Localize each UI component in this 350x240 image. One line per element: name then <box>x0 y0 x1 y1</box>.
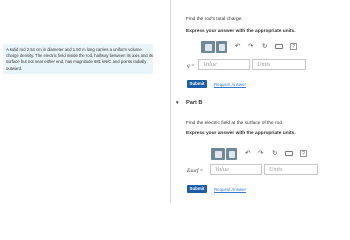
redo-icon[interactable]: ↷ <box>258 150 264 157</box>
part-b-toolbar <box>211 148 321 160</box>
greek-icon <box>229 151 235 158</box>
help-icon[interactable]: ? <box>290 43 297 50</box>
part-a-toolbar <box>201 41 311 53</box>
part-a-units-input[interactable]: Units <box>252 59 306 70</box>
part-b-title[interactable]: Part B <box>186 100 203 106</box>
problem-statement-box <box>3 44 153 74</box>
part-b-submit-button[interactable]: Submit <box>187 185 207 193</box>
template-button[interactable] <box>201 41 215 53</box>
greek-icon <box>219 44 225 51</box>
template-icon <box>205 44 212 51</box>
undo-icon[interactable]: ↶ <box>235 43 241 50</box>
problem-statement-text: A solid rod 2.54 cm in diameter and 1.50 m long carries a uniform volume charge density. The electric field inside the rod, halfway between its axis and its surface but not near either end, has magnitude 681 kN/C and points radially outward. <box>6 47 153 71</box>
part-a-instruction: Find the rod's total charge. <box>186 17 243 22</box>
template-button[interactable] <box>211 148 225 160</box>
part-b-prompt: Express your answer with the appropriate units. <box>186 131 296 136</box>
part-b-request-answer-link[interactable]: Request Answer <box>214 187 246 192</box>
greek-button[interactable] <box>226 148 237 160</box>
undo-icon[interactable]: ↶ <box>245 150 251 157</box>
part-b-units-input[interactable]: Units <box>264 164 318 175</box>
part-b-collapse-icon[interactable]: ▼ <box>175 100 180 105</box>
greek-button[interactable] <box>216 41 227 53</box>
part-b-instruction: Find the electric field at the surface of the rod. <box>186 121 284 126</box>
redo-icon[interactable]: ↷ <box>248 43 254 50</box>
column-divider <box>170 0 171 202</box>
part-a-submit-button[interactable]: Submit <box>187 80 207 88</box>
part-a-prompt: Express your answer with the appropriate units. <box>186 29 296 34</box>
template-icon <box>215 151 222 158</box>
part-a-value-input[interactable]: Value <box>198 59 250 70</box>
keyboard-icon[interactable] <box>275 44 283 49</box>
part-a-variable-label: q = <box>187 63 195 69</box>
reset-icon[interactable]: ↻ <box>272 150 278 157</box>
reset-icon[interactable]: ↻ <box>262 43 268 50</box>
part-b-value-input[interactable]: Value <box>210 164 262 175</box>
part-a-request-answer-link[interactable]: Request Answer <box>214 82 246 87</box>
help-icon[interactable]: ? <box>300 150 307 157</box>
keyboard-icon[interactable] <box>285 151 293 156</box>
part-b-variable-label: Esurf = <box>187 168 204 174</box>
